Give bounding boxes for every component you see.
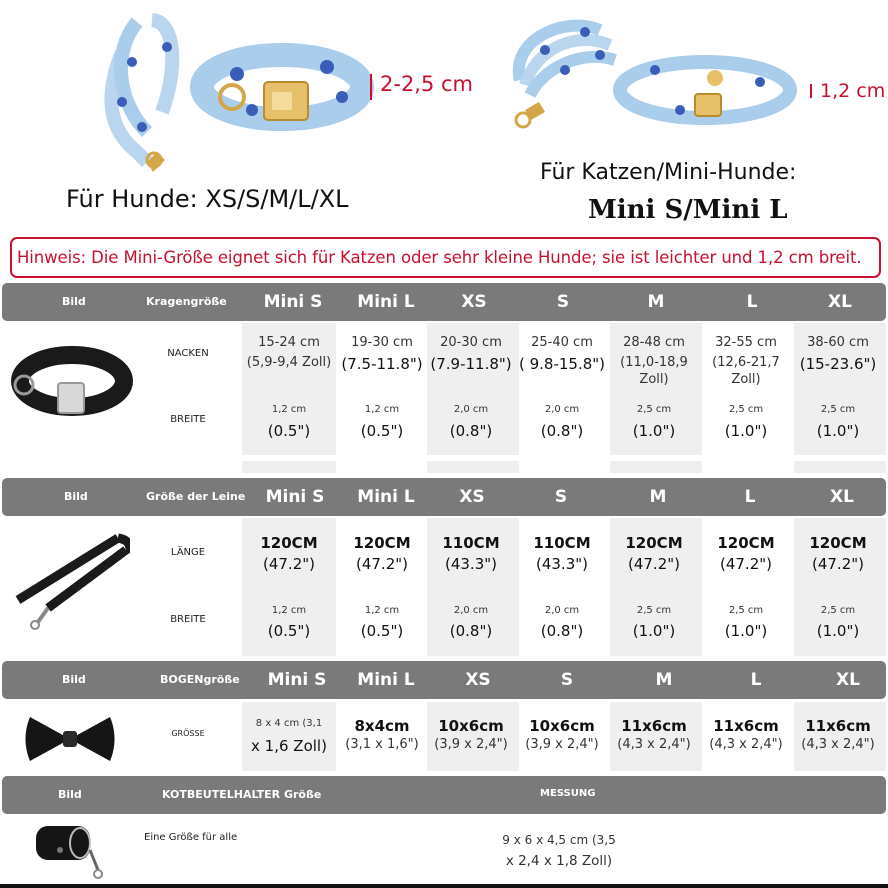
neck-cm-cell: 25-40 cm bbox=[531, 335, 593, 350]
bow-size-cm-cell: 8x4cm bbox=[354, 717, 410, 735]
width-cm-cell: 1,2 cm bbox=[271, 404, 307, 415]
length-cm-cell: 110CM bbox=[533, 534, 591, 552]
length-inch-cell: (47.2") bbox=[262, 555, 315, 573]
neck-inch-cell: ( 9.8-15.8") bbox=[518, 355, 606, 373]
size-header: XS bbox=[465, 670, 491, 690]
length-inch-cell: (43.3") bbox=[535, 555, 588, 573]
dog-size-caption: Für Hunde: XS/S/M/L/XL bbox=[66, 185, 349, 213]
bow-size-inch-cell: (4,3 x 2,4") bbox=[617, 737, 691, 752]
size-header: S bbox=[560, 670, 574, 690]
row-label-neck: NACKEN bbox=[167, 348, 209, 359]
row-label-size: GRÖSSE bbox=[171, 729, 205, 738]
neck-inch-cell: (7.9-11.8") bbox=[430, 355, 512, 373]
width-inch-cell: (1.0") bbox=[724, 422, 768, 440]
size-header: S bbox=[554, 487, 568, 507]
bottom-border bbox=[0, 884, 888, 888]
bow-size-cm-cell: 11x6cm bbox=[805, 717, 871, 735]
bow-size-inch-cell: (3,1 x 1,6") bbox=[345, 737, 419, 752]
size-header: Mini L bbox=[357, 670, 415, 690]
width-cm-cell: 2,5 cm bbox=[820, 605, 856, 616]
bow-size-cm-cell: 11x6cm bbox=[621, 717, 687, 735]
length-inch-cell: (47.2") bbox=[719, 555, 772, 573]
length-inch-cell: (47.2") bbox=[811, 555, 864, 573]
size-header: M bbox=[655, 670, 673, 690]
width-cm-cell: 2,0 cm bbox=[544, 605, 580, 616]
width-cm-cell: 2,0 cm bbox=[544, 404, 580, 415]
width-inch-cell: (1.0") bbox=[816, 622, 860, 640]
bow-size-inch-cell: (4,3 x 2,4") bbox=[709, 737, 783, 752]
length-cm-cell: 120CM bbox=[717, 534, 775, 552]
bow-size-inch-cell: (4,3 x 2,4") bbox=[801, 737, 875, 752]
width-arrow-icon bbox=[370, 74, 372, 100]
collar-table-header bbox=[2, 283, 886, 321]
width-cm-cell: 1,2 cm bbox=[364, 404, 400, 415]
bag-size-line: x 2,4 x 1,8 Zoll) bbox=[505, 853, 613, 870]
image-column-header: Bild bbox=[62, 295, 86, 308]
size-header: Mini S bbox=[263, 292, 323, 312]
collar-size-table bbox=[0, 283, 888, 473]
width-cm-cell: 2,5 cm bbox=[728, 404, 764, 415]
width-cm-cell: 1,2 cm bbox=[364, 605, 400, 616]
bow-size-header: BOGENgröße bbox=[160, 673, 240, 686]
width-inch-cell: (0.5") bbox=[360, 422, 404, 440]
width-inch-cell: (0.5") bbox=[267, 422, 311, 440]
width-inch-cell: (1.0") bbox=[632, 622, 676, 640]
width-inch-cell: (0.8") bbox=[449, 422, 493, 440]
width-cm-cell: 2,5 cm bbox=[728, 605, 764, 616]
cat-width-measure: 1,2 cm bbox=[820, 80, 886, 102]
bag-size-header: KOTBEUTELHALTER Größe bbox=[162, 788, 322, 801]
cat-collar-leash-image bbox=[505, 10, 805, 150]
width-inch-cell: (0.8") bbox=[540, 622, 584, 640]
length-cm-cell: 120CM bbox=[809, 534, 867, 552]
width-inch-cell: (0.8") bbox=[540, 422, 584, 440]
neck-cm-cell: 15-24 cm bbox=[258, 335, 320, 350]
cat-width-arrow-icon bbox=[810, 84, 812, 98]
neck-cm-cell: 38-60 cm bbox=[807, 335, 869, 350]
image-column-header: Bild bbox=[62, 673, 86, 686]
measurement-header: MESSUNG bbox=[540, 788, 596, 799]
black-leash-image bbox=[8, 530, 130, 630]
width-inch-cell: (0.5") bbox=[360, 622, 404, 640]
size-header: L bbox=[744, 487, 756, 507]
size-header: XS bbox=[459, 487, 485, 507]
leash-size-table bbox=[0, 478, 888, 658]
cat-size-caption: Für Katzen/Mini-Hunde: bbox=[540, 160, 797, 185]
length-cm-cell: 120CM bbox=[625, 534, 683, 552]
one-size-label: Eine Größe für alle bbox=[144, 832, 238, 843]
bow-size-table bbox=[0, 661, 888, 773]
size-header: XL bbox=[828, 292, 852, 312]
bow-size-inch-cell: x 1,6 Zoll) bbox=[251, 737, 327, 755]
neck-inch-cell: (15-23.6") bbox=[799, 355, 877, 373]
neck-inch-cell: (5,9-9,4 Zoll) bbox=[246, 355, 332, 370]
leash-table-header bbox=[2, 478, 886, 516]
size-header: L bbox=[750, 670, 762, 690]
bow-size-cm-cell: 10x6cm bbox=[438, 717, 504, 735]
length-inch-cell: (43.3") bbox=[444, 555, 497, 573]
size-header: L bbox=[746, 292, 758, 312]
neck-inch-cell: (11,0-18,9 Zoll) bbox=[620, 355, 688, 387]
row-label-width: BREITE bbox=[170, 614, 206, 625]
neck-cm-cell: 28-48 cm bbox=[623, 335, 685, 350]
neck-cm-cell: 32-55 cm bbox=[715, 335, 777, 350]
bow-size-cm-cell: 8 x 4 cm (3,1 bbox=[255, 718, 323, 729]
row-label-width: BREITE bbox=[170, 414, 206, 425]
black-collar-image bbox=[6, 339, 134, 423]
length-cm-cell: 120CM bbox=[260, 534, 318, 552]
width-cm-cell: 2,0 cm bbox=[453, 404, 489, 415]
size-header: M bbox=[647, 292, 665, 312]
width-cm-cell: 1,2 cm bbox=[271, 605, 307, 616]
length-inch-cell: (47.2") bbox=[627, 555, 680, 573]
width-inch-cell: (1.0") bbox=[816, 422, 860, 440]
bow-table-header bbox=[2, 661, 886, 699]
width-cm-cell: 2,0 cm bbox=[453, 605, 489, 616]
black-bow-tie-image bbox=[24, 711, 116, 767]
cat-size-list: Mini S/Mini L bbox=[588, 195, 788, 225]
size-header: Mini S bbox=[265, 487, 325, 507]
leash-size-header: Größe der Leine bbox=[146, 490, 246, 503]
bow-size-cm-cell: 11x6cm bbox=[713, 717, 779, 735]
size-header: XS bbox=[461, 292, 487, 312]
collar-size-header: Kragengröße bbox=[146, 295, 227, 308]
size-header: Mini L bbox=[357, 292, 415, 312]
image-column-header: Bild bbox=[64, 490, 88, 503]
size-header: S bbox=[556, 292, 570, 312]
bag-table-header bbox=[2, 776, 886, 814]
width-inch-cell: (1.0") bbox=[632, 422, 676, 440]
dog-collar-leash-image bbox=[92, 12, 382, 180]
bow-size-inch-cell: (3,9 x 2,4") bbox=[434, 737, 508, 752]
width-cm-cell: 2,5 cm bbox=[636, 605, 672, 616]
product-banner bbox=[0, 0, 888, 232]
length-cm-cell: 110CM bbox=[442, 534, 500, 552]
neck-inch-cell: (7.5-11.8") bbox=[341, 355, 423, 373]
row-label-length: LÄNGE bbox=[170, 547, 206, 558]
width-inch-cell: (0.5") bbox=[267, 622, 311, 640]
bag-measurement bbox=[500, 830, 618, 873]
bag-size-line: 9 x 6 x 4,5 cm (3,5 bbox=[502, 833, 616, 847]
size-header: Mini S bbox=[267, 670, 327, 690]
image-column-header: Bild bbox=[58, 788, 82, 801]
size-header: XL bbox=[830, 487, 854, 507]
width-inch-cell: (1.0") bbox=[724, 622, 768, 640]
size-header: Mini L bbox=[357, 487, 415, 507]
width-cm-cell: 2,5 cm bbox=[820, 404, 856, 415]
poop-bag-holder-image bbox=[30, 820, 108, 884]
bow-size-inch-cell: (3,9 x 2,4") bbox=[525, 737, 599, 752]
bag-holder-table bbox=[0, 776, 888, 884]
length-inch-cell: (47.2") bbox=[355, 555, 408, 573]
neck-cm-cell: 20-30 cm bbox=[440, 335, 502, 350]
size-header: M bbox=[649, 487, 667, 507]
neck-inch-cell: (12,6-21,7 Zoll) bbox=[712, 355, 780, 387]
dog-width-measure: 2-2,5 cm bbox=[380, 72, 474, 96]
neck-cm-cell: 19-30 cm bbox=[351, 335, 413, 350]
mini-size-notice: Hinweis: Die Mini-Größe eignet sich für Katzen oder sehr kleine Hunde; sie ist leichter und 1,2 cm breit. bbox=[10, 237, 881, 278]
size-header: XL bbox=[836, 670, 860, 690]
length-cm-cell: 120CM bbox=[353, 534, 411, 552]
width-inch-cell: (0.8") bbox=[449, 622, 493, 640]
width-cm-cell: 2,5 cm bbox=[636, 404, 672, 415]
bow-size-cm-cell: 10x6cm bbox=[529, 717, 595, 735]
